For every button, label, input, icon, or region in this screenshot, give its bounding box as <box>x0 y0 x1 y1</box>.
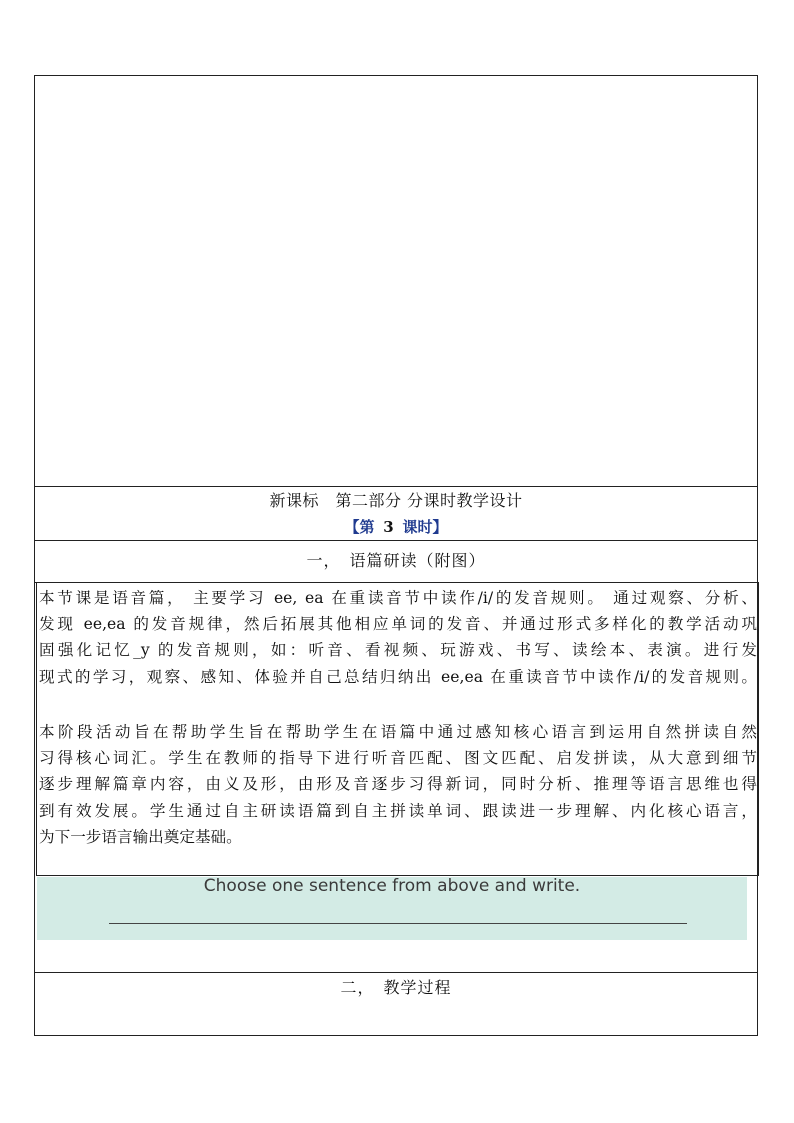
document-title: 新课标 第二部分 分课时教学设计 <box>269 491 523 510</box>
writing-line <box>109 923 687 924</box>
divider <box>34 486 758 487</box>
paragraph-line: 习得核心词汇。学生在教师的指导下进行听音匹配、图文匹配、启发拼读，从大意到细节 <box>39 749 757 767</box>
lesson-number-line <box>34 517 758 537</box>
paragraph-line: 为下一步语言输出奠定基础。 <box>39 828 242 846</box>
worksheet-image <box>37 877 747 940</box>
divider <box>34 540 758 541</box>
paragraph-line: 逐步理解篇章内容，由义及形，由形及音逐步习得新词，同时分析、推理等语言思维也得 <box>39 775 757 793</box>
image-placeholder-area <box>35 76 757 486</box>
paragraph-line: 发现 ee,ea 的发音规律，然后拓展其他相应单词的发音、并通过形式多样化的教学活动巩 <box>39 615 757 633</box>
lesson-close-bracket: 课时】 <box>402 518 448 536</box>
section-heading-teaching-process: 二， 教学过程 <box>340 978 452 997</box>
paragraph-line: 现式的学习，观察、感知、体验并自己总结归纳出 ee,ea 在重读音节中读作/i/的发音规则。 <box>39 668 757 686</box>
section-heading-text-study: 一， 语篇研读（附图） <box>306 551 486 570</box>
paragraph-line: 本节课是语音篇， 主要学习 ee, ea 在重读音节中读作/i/的发音规则。 通过观察、分析、 <box>39 589 757 607</box>
text-analysis-box <box>36 582 759 876</box>
paragraph-line: 固强化记忆_y 的发音规则，如：听音、看视频、玩游戏、书写、读绘本、表演。进行发 <box>39 641 757 659</box>
worksheet-prompt: Choose one sentence from above and write. <box>203 876 581 896</box>
paragraph-line: 到有效发展。学生通过自主研读语篇到自主拼读单词、跟读进一步理解、内化核心语言， <box>39 802 757 820</box>
divider <box>34 972 758 973</box>
lesson-open-bracket: 【第 <box>344 518 375 536</box>
lesson-number: 3 <box>383 518 394 536</box>
paragraph-line: 本阶段活动旨在帮助学生旨在帮助学生在语篇中通过感知核心语言到运用自然拼读自然 <box>39 723 757 741</box>
